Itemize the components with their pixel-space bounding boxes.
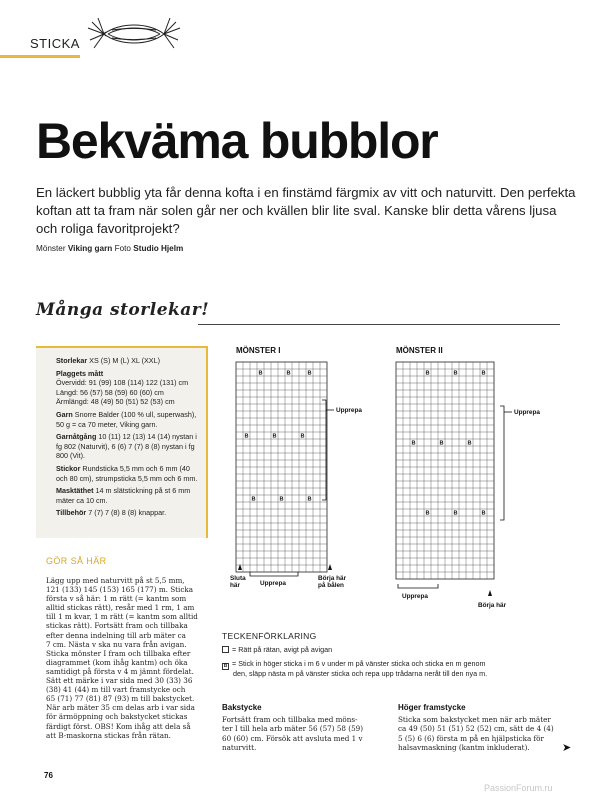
section-label: STICKA [30, 36, 80, 51]
facts-measure-line: Ärmlängd: 48 (49) 50 (51) 52 (53) cm [56, 397, 175, 407]
article-title: Bekväma bubblor [36, 113, 438, 169]
chart1-start-label: Börja här [318, 575, 347, 582]
chart-b-stitch: B [453, 510, 458, 517]
chart-b-stitch: B [425, 510, 430, 517]
method-line: (38) 41 (44) m till vart framstycke och [46, 685, 186, 695]
chart-b-stitch: B [453, 370, 458, 377]
chart-b-stitch: B [481, 370, 486, 377]
chart-b-stitch: B [425, 370, 430, 377]
chart-b-stitch: B [411, 440, 416, 447]
facts-measure-line: Längd: 56 (57) 58 (59) 60 (60) cm [56, 387, 164, 397]
method-line: stickas rätt). Fortsätt fram och tillbaka [46, 621, 188, 631]
chart-b-stitch: B [467, 440, 472, 447]
chart2-repeat-side-label: Upprepa [514, 409, 540, 416]
section-subhead: Många storlekar! [36, 300, 210, 320]
back-piece-title: Bakstycke [222, 703, 262, 712]
method-line: att B-maskorna stickas från rätan. [46, 730, 171, 740]
chart-b-stitch: B [286, 370, 291, 377]
chart2-repeat-bottom-label: Upprepa [402, 593, 428, 600]
method-heading: GÖR SÅ HÄR [46, 556, 107, 566]
facts-needles-value: Rundsticka 5,5 mm och 6 mm (40 och 80 cm), strumpsticka 5,5 mm och 6 mm. [56, 463, 198, 483]
facts-measure-label: Plaggets mått [56, 368, 104, 378]
chart-b-stitch: B [300, 433, 305, 440]
back-piece-line: ter I till hela arb mäter 56 (57) 58 (59) [222, 724, 364, 734]
credits-pattern-label: Mönster [36, 244, 66, 253]
chart-b-stitch: B [481, 510, 486, 517]
method-line: Lägg upp med naturvitt på st 5,5 mm, [46, 576, 185, 585]
back-piece-line: Fortsätt fram och tillbaka med möns- [222, 715, 358, 724]
facts-box [36, 346, 208, 538]
watermark: PassionForum.ru [484, 783, 553, 793]
back-piece-text [222, 715, 382, 752]
facts-sizes-value: XS (S) M (L) XL (XXL) [89, 356, 160, 365]
right-front-line: Sticka som bakstycket men när arb mäter [398, 715, 551, 724]
facts-sizes [56, 356, 202, 366]
method-line: 65 (71) 77 (81) 87 (93) m till bakstycket. [46, 694, 195, 704]
legend-knit-symbol [222, 646, 229, 653]
facts-yarn-value: Snorre Balder (100 % ull, superwash), 50 g = ca 70 meter, Viking garn. [56, 409, 197, 429]
knitting-charts [222, 356, 582, 616]
method-line: efter denna indelning till arb mäter ca [46, 630, 186, 640]
right-front-text [398, 715, 562, 752]
method-line: 7 cm. Nästa v ska nu vara från avigan. [46, 639, 187, 649]
chart-b-stitch: B [439, 440, 444, 447]
facts-gauge-label: Masktäthet [56, 486, 94, 496]
chart1-repeat-side-label: Upprepa [336, 407, 362, 414]
chart2-start-label: Börja här [478, 602, 507, 609]
method-line: färdigt först. OBS! Kom ihåg att dela så [46, 721, 191, 731]
facts-amount [56, 432, 202, 461]
chart-b-stitch: B [307, 370, 312, 377]
legend-bubble-symbol: B [223, 663, 228, 669]
page-number: 76 [44, 771, 53, 780]
chart-b-stitch: B [251, 496, 256, 503]
method-line: alltid stickas rätt), resår med 1 rm, 1 am [46, 603, 195, 613]
method-line: diagrammet (kom ihåg kantm) och öka [46, 657, 188, 667]
facts-extra-label: Tillbehör [56, 508, 87, 518]
legend-bubble-text: = Stick in höger sticka i m 6 v under m på vänster sticka och sticka en m genom [232, 659, 486, 668]
chart1-title: MÖNSTER I [236, 346, 281, 355]
chart-b-stitch: B [307, 496, 312, 503]
method-line: 121 (133) 145 (153) 165 (177) m. Sticka [46, 585, 194, 595]
chart1-end-label-2: här [230, 582, 240, 589]
chart1-start-arrow [328, 564, 332, 570]
chart1-grid [236, 362, 327, 572]
method-line: Sticka mönster I fram och tillbaka efter [46, 648, 191, 658]
chart1-repeat-bottom-label: Upprepa [260, 580, 286, 587]
section-tag [0, 30, 80, 58]
subhead-divider [198, 324, 560, 325]
article-lead: En läckert bubblig yta får denna kofta i en finstämd färgmix av vitt och naturvitt. Den perfekta koftan att ta fram när solen går ner och kvällen blir lite sval. Kanske blir detta vårens ljusa och roliga favoritprojekt? [36, 185, 576, 236]
legend-knit-text: = Rätt på rätan, avigt på avigan [232, 645, 333, 654]
facts-measurements [56, 369, 202, 407]
right-front-line: ca 49 (50) 51 (51) 52 (52) cm, sätt de 4 (4) [398, 724, 554, 734]
chart-b-stitch: B [258, 370, 263, 377]
method-line: för ärmöppning och bakstycket stickas [46, 712, 188, 722]
facts-yarn-label: Garn [56, 409, 73, 419]
back-piece-line: naturvitt. [222, 742, 257, 752]
facts-amount-value: 10 (11) 12 (13) 14 (14) nystan i fg 802 (Naturvit), 6 (6) 7 (7) 8 (8) nystan i fg 800 (Vit). [56, 432, 197, 461]
chart1-repeat-side-bracket [322, 400, 326, 500]
chart1-end-label: Sluta [230, 575, 246, 582]
credits-photo-label: Foto [114, 244, 131, 253]
facts-gauge-value: 14 m slätstickning på st 6 mm mäter ca 10 cm. [56, 486, 191, 505]
method-line: samtidigt på första v 4 m jämnt fördelat. [46, 666, 194, 676]
credits-pattern-value: Viking garn [67, 244, 113, 253]
facts-extras [56, 508, 202, 518]
right-front-line: 5 (5) 6 (6) första m på en hjälpsticka för [398, 733, 544, 743]
back-piece-line: 60 (60) cm. Försök att avsluta med 1 v [222, 733, 363, 743]
facts-needles-label: Stickor [56, 463, 81, 473]
facts-measure-line: Övervidd: 91 (99) 108 (114) 122 (131) cm [56, 378, 189, 388]
legend-item-knit [222, 645, 552, 655]
chart-b-stitch: B [279, 496, 284, 503]
chart2-repeat-side-bracket [500, 406, 504, 520]
facts-needles [56, 464, 202, 483]
article-credits [36, 244, 183, 253]
chart-b-stitch: B [272, 433, 277, 440]
method-text [46, 576, 210, 740]
right-front-title: Höger framstycke [398, 703, 466, 712]
method-line: När arb mäter 35 cm delas arb i var sida [46, 703, 195, 713]
chart2-title: MÖNSTER II [396, 346, 443, 355]
chart2-repeat-bottom-bracket [398, 584, 438, 588]
right-front-line: halsavmaskning (kantm inkluderat). [398, 742, 530, 752]
facts-gauge [56, 486, 202, 505]
legend-item-bubble-cont: den, släpp nästa m på vänster sticka och repa upp trådarna neråt till den nya m. [233, 669, 488, 678]
facts-extra-value: 7 (7) 7 (8) 8 (8) knappar. [88, 508, 167, 518]
yarn-skein-icon [84, 14, 184, 54]
facts-sizes-label: Storlekar [56, 356, 88, 365]
method-line: till 1 m kvar, 1 m rätt (= kantm som alltid [46, 612, 198, 622]
chart2-grid [396, 362, 494, 579]
method-line: Sätt ett märke i var sida med 30 (33) 36 [46, 676, 193, 686]
credits-photo-value: Studio Hjelm [133, 244, 184, 253]
facts-yarn [56, 410, 202, 429]
continue-arrow-icon: ➤ [562, 742, 572, 754]
method-line: första v så här: 1 m rätt (= kantm som [46, 594, 187, 604]
facts-amount-label: Garnåtgång [56, 432, 97, 442]
chart2-start-arrow [488, 590, 492, 596]
chart-b-stitch: B [244, 433, 249, 440]
chart1-repeat-bottom-bracket [250, 572, 298, 576]
chart1-start-label-2: på bålen [318, 582, 344, 589]
legend-heading: TECKENFÖRKLARING [222, 631, 317, 641]
